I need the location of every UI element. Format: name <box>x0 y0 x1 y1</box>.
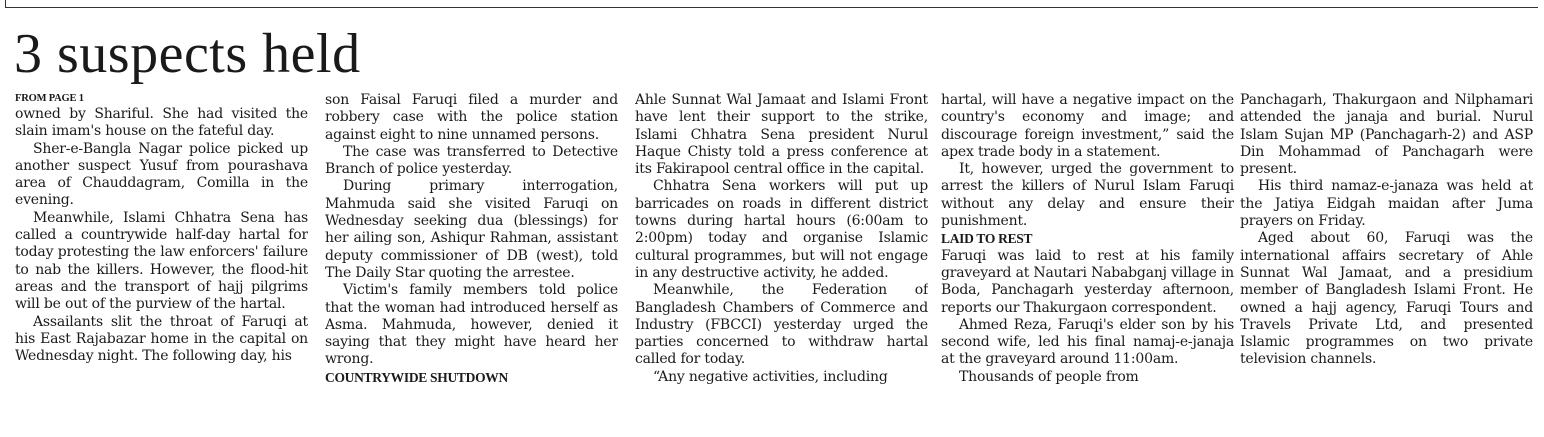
article-column-3 <box>635 92 928 437</box>
paragraph: Ahle Sunnat Wal Jamaat and Islami Front have lent their support to the strike, Islami Chhatra Sena president Nurul Haque Chisty told a press conference at its Fakirapool central office in the capital. <box>635 92 928 178</box>
paragraph: Aged about 60, Faruqi was the international affairs secretary of Ahle Sunnat Wal Jamaat, and a presidium member of Bangladesh Islami Front. He owned a hajj agency, Faruqi Tours and Travels Private Ltd, and presented Islamic programmes on two private television channels. <box>1240 230 1533 368</box>
article-column-5 <box>1240 92 1533 437</box>
subhead-countrywide-shutdown: COUNTRYWIDE SHUTDOWN <box>325 369 508 385</box>
paragraph: Chhatra Sena workers will put up barricades on roads in different district towns during hartal hours (6:00am to 2:00pm) today and organise Islamic cultural programmes, but will not engage in any destructive activity, he added. <box>635 178 928 281</box>
paragraph: The case was transferred to Detective Branch of police yesterday. <box>325 143 618 178</box>
paragraph: owned by Shariful. She had visited the slain imam's house on the fateful day. <box>15 106 308 140</box>
paragraph: Panchagarh, Thakurgaon and Nilphamari attended the janaja and burial. Nurul Islam Sujan MP (Panchagarh-2) and ASP Din Mohammad of Panchagarh were present. <box>1240 92 1533 178</box>
paragraph: Meanwhile, the Federation of Bangladesh Chambers of Commerce and Industry (FBCCI) yesterday urged the parties concerned to withdraw hartal called for today. <box>635 282 928 368</box>
paragraph: Ahmed Reza, Faruqi's elder son by his second wife, led his final namaj-e-janaja at the graveyard around 11:00am. <box>941 316 1234 368</box>
paragraph: son Faisal Faruqi filed a murder and robbery case with the police station against eight to nine unnamed persons. <box>325 92 618 143</box>
article-column-4 <box>941 92 1234 437</box>
paragraph: During primary interrogation, Mahmuda said she visited Faruqi on Wednesday seeking dua (blessings) for her ailing son, Ashiqur Rahman, assistant deputy commissioner of DB (west), told The Daily Star quoting the arrestee. <box>325 178 618 281</box>
paragraph: hartal, will have a negative impact on the country's economy and image; and discourage foreign investment,” said the apex trade body in a statement. <box>941 92 1234 160</box>
article-column-1 <box>15 92 308 437</box>
continuation-label: FROM PAGE 1 <box>15 93 84 104</box>
paragraph: Faruqi was laid to rest at his family graveyard at Nautari Nababganj village in Boda, Panchagarh yesterday afternoon, reports our Thakurgaon correspondent. <box>941 247 1234 316</box>
paragraph: Meanwhile, Islami Chhatra Sena has called a countrywide half-day hartal for today protesting the law enforcers' failure to nab the killers. However, the flood-hit areas and the transport of hajj pilgrims will be out of the purview of the hartal. <box>15 209 308 313</box>
paragraph: It, however, urged the government to arrest the killers of Nurul Islam Faruqi without any delay and ensure their punishment. <box>941 161 1234 230</box>
left-rule <box>5 0 6 8</box>
paragraph: Thousands of people from <box>959 368 1139 385</box>
top-rule <box>5 7 1538 8</box>
subhead-laid-to-rest: LAID TO REST <box>941 231 1033 247</box>
paragraph: Victim's family members told police that the woman had introduced herself as Asma. Mahmuda, however, denied it saying that they might have heard her wrong. <box>325 282 618 368</box>
article-column-2 <box>325 92 618 437</box>
paragraph: Assailants slit the throat of Faruqi at his East Rajabazar home in the capital on Wednesday night. The following day, his <box>15 313 308 365</box>
paragraph: His third namaz-e-janaza was held at the Jatiya Eidgah maidan after Juma prayers on Friday. <box>1240 178 1533 230</box>
paragraph: Sher-e-Bangla Nagar police picked up another suspect Yusuf from pourashava area of Chauddagram, Comilla in the evening. <box>15 140 308 209</box>
paragraph: “Any negative activities, including <box>653 368 888 385</box>
headline: 3 suspects held <box>14 23 361 85</box>
